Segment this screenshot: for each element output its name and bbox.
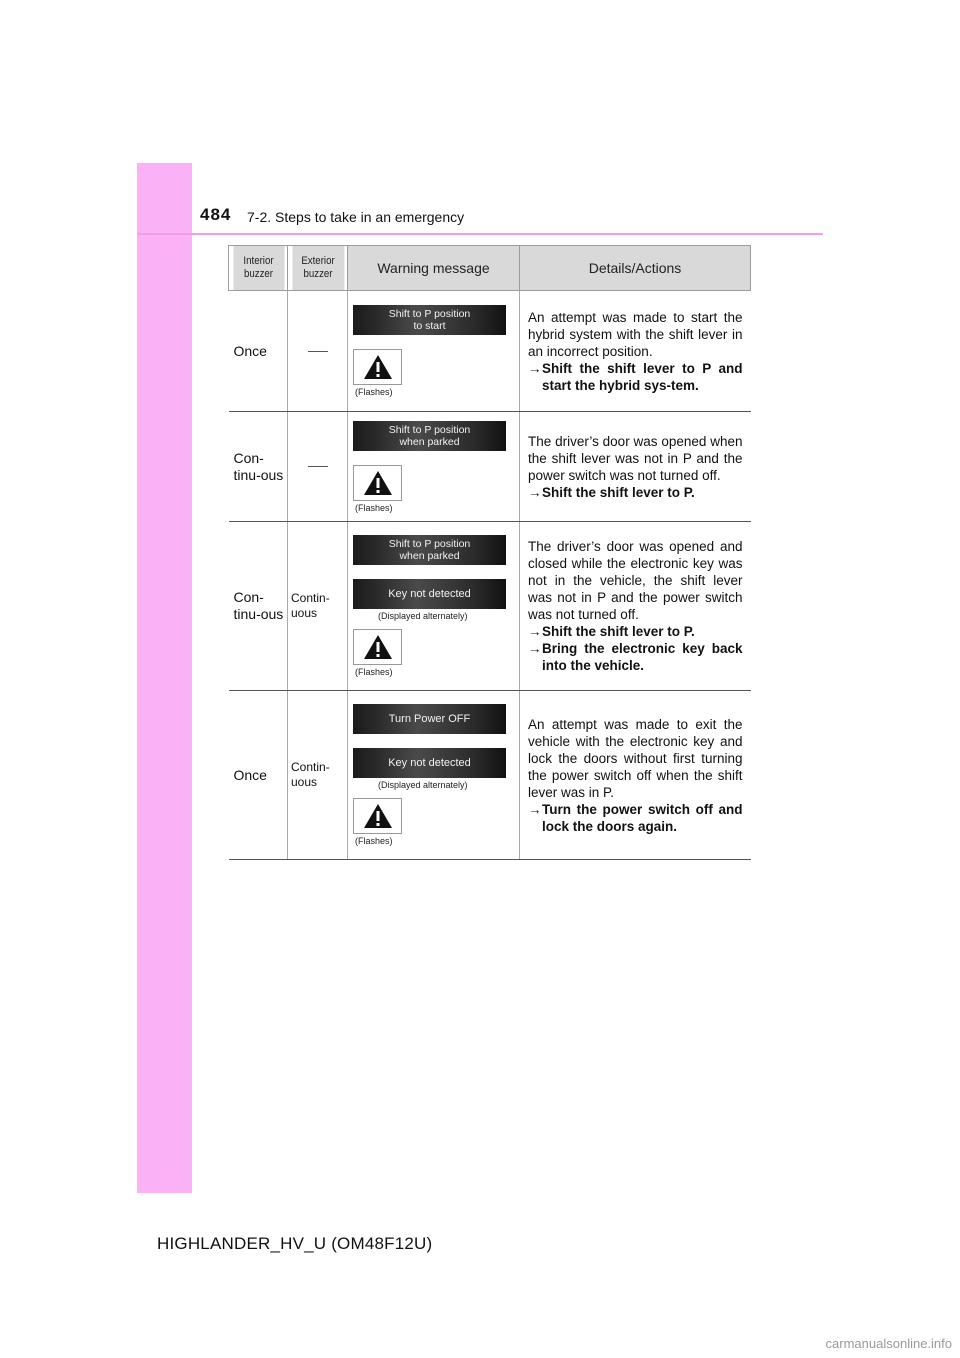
watermark-link[interactable]: carmanualsonline.info: [825, 1336, 952, 1351]
header-interior-buzzer: Interior buzzer: [232, 246, 284, 291]
warning-triangle-icon: [353, 349, 402, 385]
interior-buzzer-cell: Once: [229, 691, 288, 860]
page-number: 484: [200, 205, 232, 224]
flashes-caption: (Flashes): [355, 667, 393, 677]
lcd-line: to start: [413, 320, 446, 332]
lcd-message: [353, 421, 506, 451]
details-cell: [520, 291, 751, 412]
interior-buzzer-cell: Once: [229, 291, 288, 412]
right-arrow-icon: →: [528, 484, 542, 500]
action-text: Turn the power switch off and lock the doors again.: [542, 801, 743, 834]
action-item: [528, 623, 743, 640]
right-arrow-icon: →: [528, 641, 542, 656]
detail-text: The driver’s door was opened when the shift lever was not in P and the power switch was not turned off.: [528, 433, 743, 483]
action-text: Bring the electronic key back into the vehicle.: [542, 641, 743, 673]
table-row: [229, 291, 751, 412]
right-arrow-icon: →: [528, 360, 542, 376]
lcd-message: Turn Power OFF: [353, 704, 506, 734]
flashes-caption: (Flashes): [355, 502, 393, 513]
detail-text: The driver’s door was opened and closed while the electronic key was not in the vehicle, the shift lever was not in P and the power switch was not turned off.: [528, 539, 743, 622]
header-warning-message: Warning message: [348, 246, 520, 291]
right-arrow-icon: →: [528, 624, 542, 639]
action-item: [528, 801, 743, 835]
lcd-message: Key not detected: [353, 748, 506, 778]
interior-buzzer-cell: Con-tinu-ous: [229, 412, 288, 522]
warning-table: [228, 245, 751, 860]
table-row: [229, 522, 751, 691]
warning-triangle-icon: [353, 798, 402, 834]
lcd-message: Key not detected: [353, 579, 506, 609]
flashes-caption: (Flashes): [355, 836, 393, 846]
detail-text: An attempt was made to start the hybrid system with the shift lever in an incorrect position.: [528, 309, 743, 359]
action-text: Shift the shift lever to P.: [542, 624, 695, 639]
action-text: Shift the shift lever to P.: [542, 484, 695, 500]
none-dash: [308, 351, 328, 352]
warning-message-cell: [348, 691, 520, 860]
table-row: [229, 691, 751, 860]
action-item: [528, 484, 743, 501]
details-cell: [520, 691, 751, 860]
header-exterior-buzzer: Exterior buzzer: [291, 246, 344, 291]
flashes-caption: (Flashes): [355, 387, 393, 397]
alternate-caption: (Displayed alternately): [378, 611, 468, 621]
lcd-line: Shift to P position: [388, 538, 471, 550]
action-item: [528, 640, 743, 674]
alternate-caption: (Displayed alternately): [378, 780, 468, 790]
lcd-line: Shift to P position: [388, 308, 471, 320]
table-row: [229, 412, 751, 522]
lcd-message: [353, 535, 506, 565]
table-header-row: [229, 246, 751, 291]
lcd-line: when parked: [399, 435, 460, 448]
details-cell: [520, 412, 751, 522]
action-text: Shift the shift lever to P and start the hybrid sys-tem.: [542, 360, 743, 393]
warning-triangle-icon: [353, 629, 402, 665]
warning-triangle-icon: [353, 465, 402, 501]
section-title: 7-2. Steps to take in an emergency: [247, 209, 465, 225]
exterior-buzzer-cell: [288, 412, 348, 522]
chapter-side-tab: [137, 163, 192, 1193]
details-cell: [520, 522, 751, 691]
lcd-message: [353, 305, 506, 335]
lcd-line: when parked: [399, 550, 460, 562]
detail-text: An attempt was made to exit the vehicle with the electronic key and lock the doors without first turning the power switch off when the shift lever was in P.: [528, 716, 743, 800]
right-arrow-icon: →: [528, 801, 542, 817]
interior-buzzer-cell: Con-tinu-ous: [229, 522, 288, 691]
exterior-buzzer-cell: Contin-uous: [288, 522, 348, 691]
action-item: [528, 360, 743, 394]
header-details-actions: Details/Actions: [520, 246, 751, 291]
warning-message-cell: [348, 412, 520, 522]
warning-message-cell: [348, 522, 520, 691]
warning-message-cell: [348, 291, 520, 412]
header-divider: [137, 233, 823, 235]
exterior-buzzer-cell: Contin-uous: [288, 691, 348, 860]
footer-model-code: HIGHLANDER_HV_U (OM48F12U): [157, 1234, 433, 1253]
exterior-buzzer-cell: [288, 291, 348, 412]
lcd-line: Shift to P position: [388, 423, 471, 436]
none-dash: [308, 466, 328, 467]
